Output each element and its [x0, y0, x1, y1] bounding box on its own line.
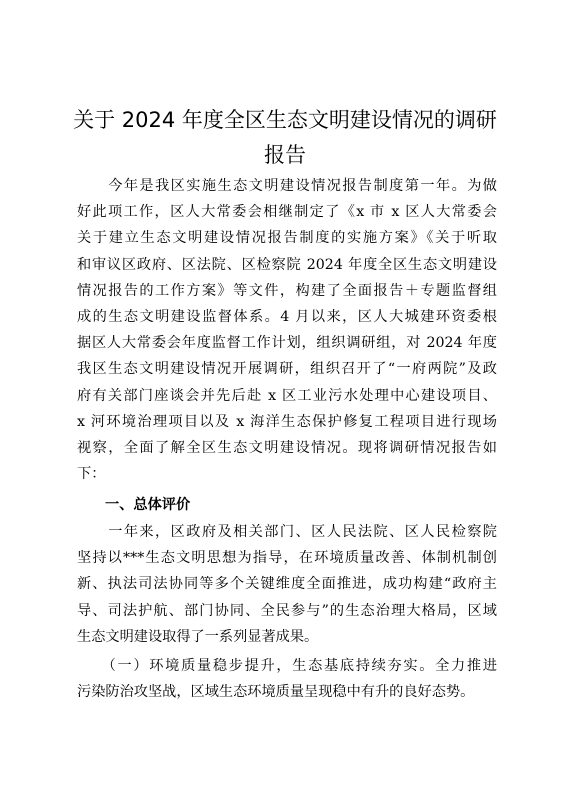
- paragraph-overall-evaluation: [77, 519, 497, 650]
- paragraph-line: 今年是我区实施生态文明建设情况报告制度第一年。为做: [77, 178, 497, 194]
- paragraph-line: 污染防治攻坚战，区域生态环境质量呈现稳中有升的良好态势。: [77, 684, 475, 701]
- paragraph-line: 导、司法护航、部门协同、全民参与”的生态治理大格局，区域: [77, 602, 497, 619]
- paragraph-line: 府有关部门座谈会并先后赴 x 区工业污水处理中心建设项目、: [77, 387, 497, 404]
- paragraph-line: 关于建立生态文明建设情况报告制度的实施方案》《关于听取: [77, 230, 497, 247]
- paragraph-line: 情况报告的工作方案》等文件，构建了全面报告＋专题监督组: [77, 282, 497, 299]
- paragraph-line: 下：: [77, 466, 106, 483]
- paragraph-line: 一年来，区政府及相关部门、区人民法院、区人民检察院: [77, 524, 497, 540]
- paragraph-intro: [77, 173, 497, 487]
- document-title-line-2: 报告: [264, 143, 306, 167]
- paragraph-line: 成的生态文明建设监督体系。4 月以来，区人大城建环资委根: [77, 309, 497, 326]
- paragraph-line: 生态文明建设取得了一系列显著成果。: [77, 628, 319, 645]
- paragraph-environment-quality: [77, 653, 497, 705]
- paragraph-line: 好此项工作，区人大常委会相继制定了《x 市 x 区人大常委会: [77, 204, 497, 221]
- paragraph-line: 据区人大常委会年度监督工作计划，组织调研组，对 2024 年度: [77, 335, 497, 352]
- paragraph-line: 视察，全面了解全区生态文明建设情况。现将调研情况报告如: [77, 440, 497, 457]
- section-heading-overall-evaluation: 一、总体评价: [105, 497, 191, 513]
- paragraph-line: x 河环境治理项目以及 x 海洋生态保护修复工程项目进行现场: [77, 413, 497, 430]
- paragraph-line: 新、执法司法协同等多个关键维度全面推进，成功构建“政府主: [77, 576, 497, 593]
- paragraph-line: 坚持以***生态文明思想为指导，在环境质量改善、体制机制创: [77, 550, 497, 567]
- paragraph-line: （一）环境质量稳步提升，生态基底持续夯实。全力推进: [77, 658, 497, 674]
- paragraph-line: 和审议区政府、区法院、区检察院 2024 年度全区生态文明建设: [77, 256, 497, 273]
- paragraph-line: 我区生态文明建设情况开展调研，组织召开了“一府两院”及政: [77, 361, 497, 378]
- document-title-line-1: 关于 2024 年度全区生态文明建设情况的调研: [73, 108, 497, 132]
